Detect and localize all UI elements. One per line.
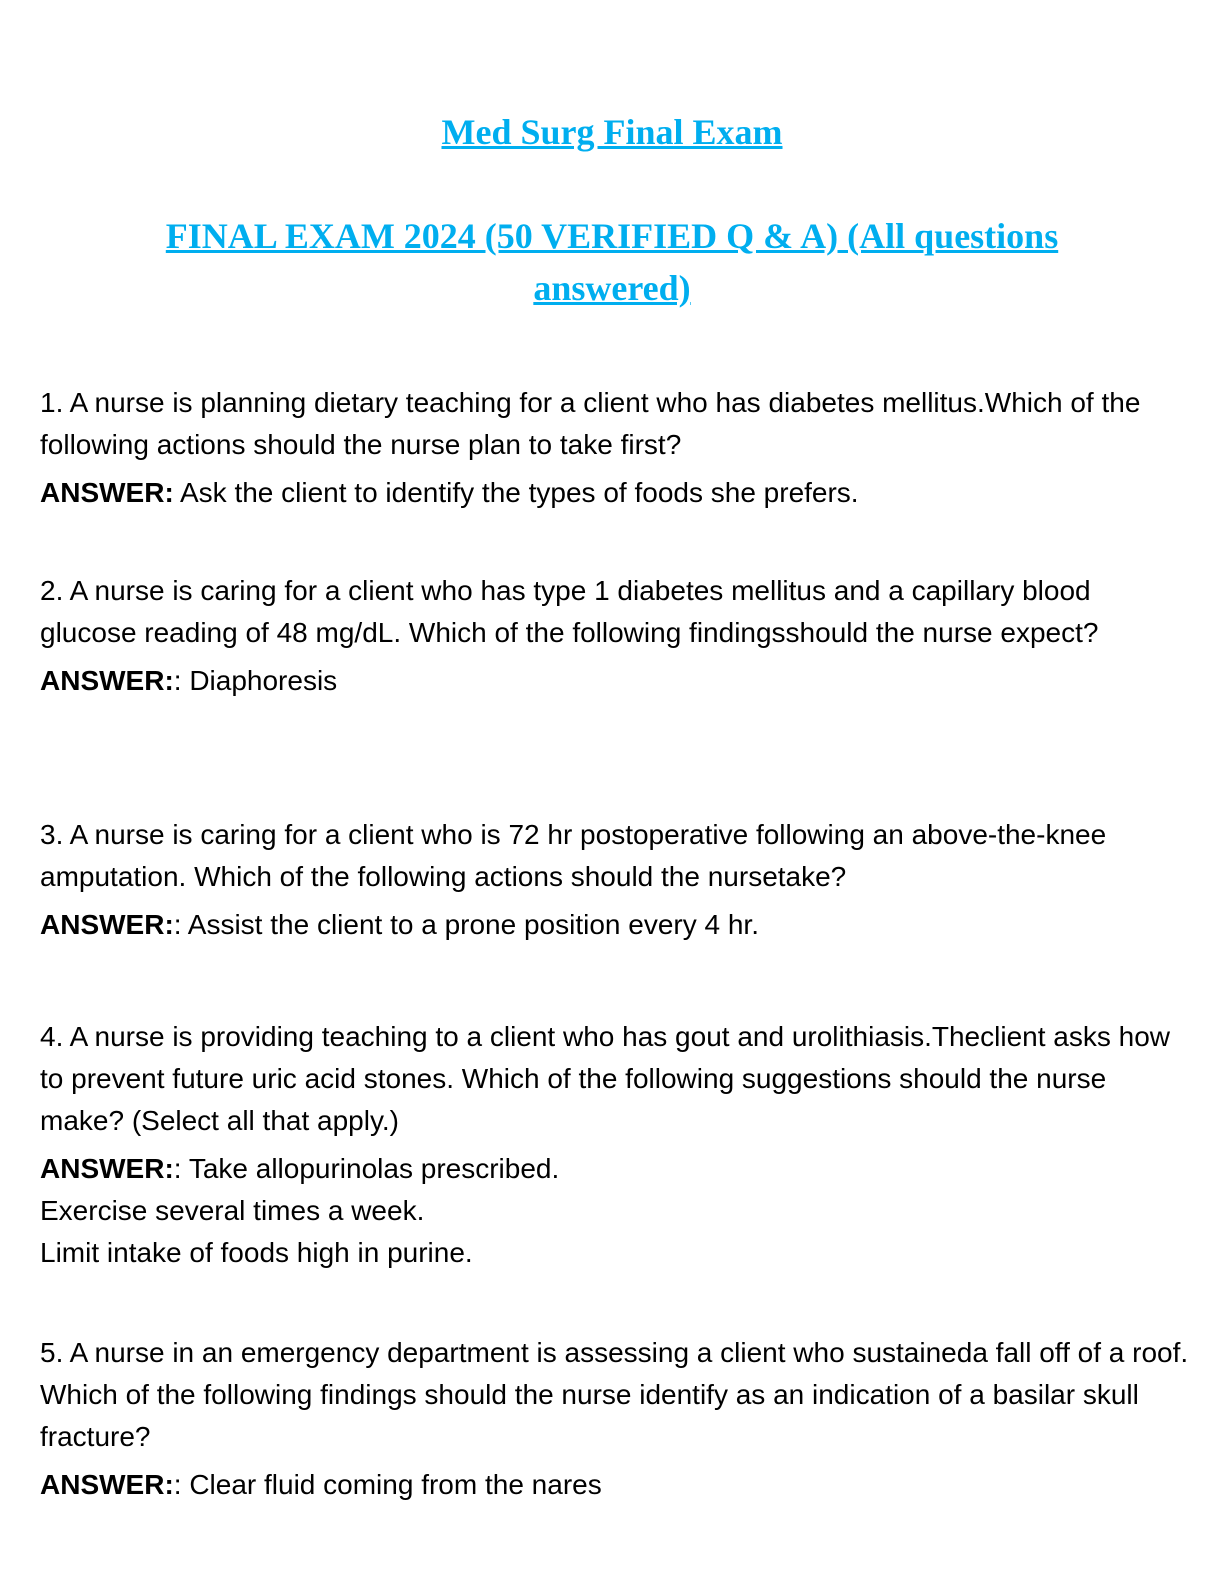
subtitle-line-2: answered) [533,268,691,308]
answer-label: ANSWER: [40,477,174,508]
answer-label: ANSWER: [40,909,174,940]
answer-line-1 [40,1148,1190,1190]
answer-colon: : [173,1153,182,1184]
question-block-5 [40,1332,1190,1506]
answer [40,904,1190,946]
answer-text: Diaphoresis [189,665,338,696]
question-block-2 [40,570,1190,702]
question-text: 1. A nurse is planning dietary teaching for a client who has diabetes mellitus.Which of the following actions should the nurse plan to take first? [40,387,1141,460]
answer-text: Clear fluid coming from the nares [189,1469,602,1500]
answer-colon: : [173,1469,182,1500]
answer [40,660,1190,702]
question-block-1 [40,382,1190,514]
answer-line-3: Limit intake of foods high in purine. [40,1237,473,1268]
answer [40,1464,1190,1506]
question-text: 5. A nurse in an emergency department is assessing a client who sustaineda fall off of a roof. Which of the following findings should the nurse identify as an indication of a basilar skull fracture? [40,1337,1189,1452]
answer-label: ANSWER: [40,1469,174,1500]
question-text: 2. A nurse is caring for a client who has type 1 diabetes mellitus and a capillary blood glucose reading of 48 mg/dL. Which of the following findingsshould the nurse expect? [40,575,1099,648]
answer-text: Ask the client to identify the types of foods she prefers. [180,477,859,508]
answer-label: ANSWER: [40,1153,174,1184]
answer-colon: : [173,665,182,696]
subtitle-line-1: FINAL EXAM 2024 (50 VERIFIED Q & A) (All questions [165,216,1059,256]
answer [40,1148,1190,1274]
question-block-3 [40,814,1190,946]
question-text: 4. A nurse is providing teaching to a client who has gout and urolithiasis.Theclient asks how to prevent future uric acid stones. Which of the following suggestions should the nurse make? (Select all that apply.) [40,1021,1170,1136]
document-title: Med Surg Final Exam [441,112,783,152]
document-subtitle [0,210,1224,314]
answer-colon: : [173,909,182,940]
answer-text: Assist the client to a prone position every 4 hr. [187,909,759,940]
answer [40,472,1190,514]
answer-line-2: Exercise several times a week. [40,1195,425,1226]
question-block-4 [40,1016,1190,1274]
answer-label: ANSWER: [40,665,174,696]
question-text: 3. A nurse is caring for a client who is 72 hr postoperative following an above-the-knee amputation. Which of the following actions should the nursetake? [40,819,1107,892]
answer-text: Take allopurinolas prescribed. [188,1153,560,1184]
